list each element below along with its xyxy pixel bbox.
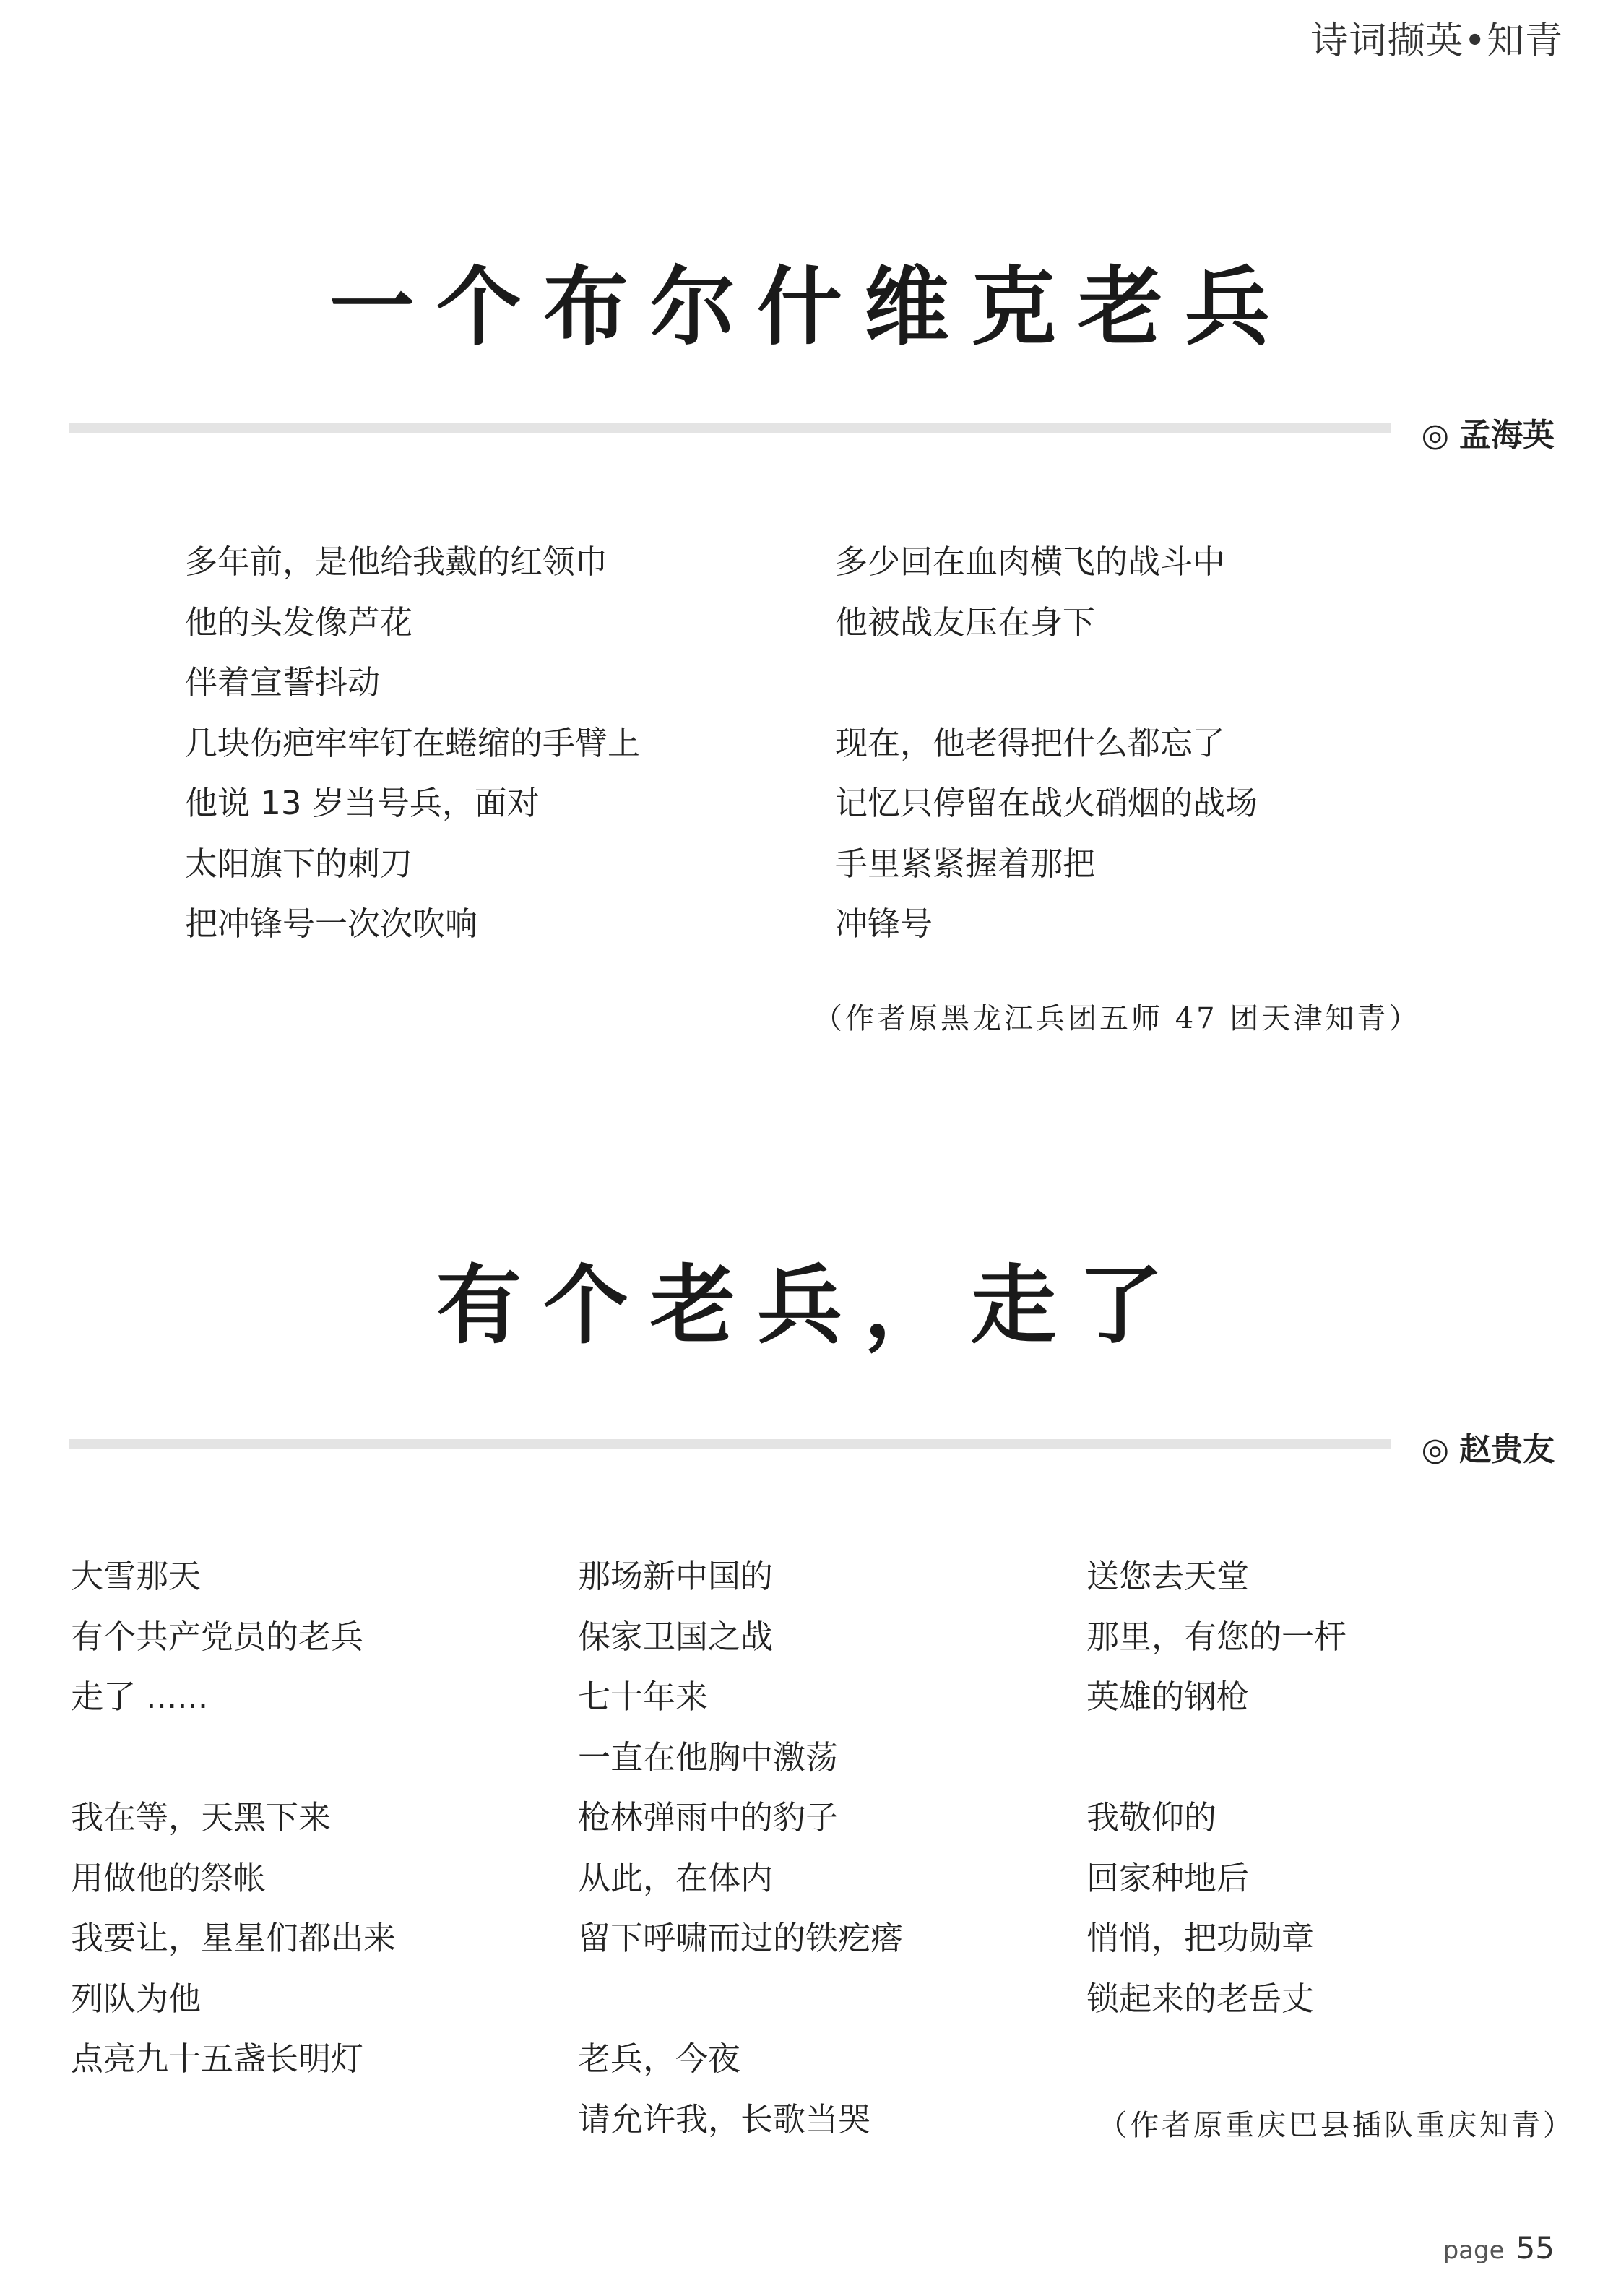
poem-line: 枪林弹雨中的豹子 — [578, 1798, 839, 1837]
poem2-column-3 — [1086, 1546, 1346, 2029]
poem-line: 几块伤疤牢牢钉在蜷缩的手臂上 — [185, 723, 641, 762]
poem-line: 他说 13 岁当号兵，面对 — [185, 784, 540, 822]
poem-line: 我在等，天黑下来 — [71, 1798, 332, 1837]
author-mark-icon: ◎ — [1421, 1431, 1449, 1468]
poem-line: 留下呼啸而过的铁疙瘩 — [578, 1919, 904, 1957]
poem-line: 请允许我，长歌当哭 — [578, 2099, 871, 2139]
poem-line — [1086, 1727, 1346, 1788]
poem-line — [835, 652, 1258, 713]
poem1-column-2 — [835, 532, 1258, 954]
poem2-divider — [69, 1439, 1391, 1449]
poem-line: 他被战友压在身下 — [835, 603, 1096, 642]
poem1-author: 孟海英 — [1459, 417, 1555, 454]
poem-line: 那场新中国的 — [578, 1557, 774, 1595]
poem-line: 多年前，是他给我戴的红领巾 — [185, 543, 608, 581]
poem2-author-line — [1422, 1423, 1555, 1469]
poem2-author: 赵贵友 — [1459, 1431, 1555, 1468]
poem-line: 记忆只停留在战火硝烟的战场 — [835, 784, 1258, 822]
poem-line: 一直在他胸中激荡 — [578, 1738, 839, 1777]
page-number: 55 — [1516, 2230, 1555, 2266]
poem-line: 英雄的钢枪 — [1086, 1678, 1250, 1716]
poem-line: 老兵，今夜 — [578, 2040, 741, 2078]
poem-line: 他的头发像芦花 — [185, 603, 413, 642]
poem-line: 冲锋号 — [835, 905, 933, 943]
poem1-title: 一个布尔什维克老兵 — [329, 257, 1292, 357]
poem-line — [578, 1969, 903, 2029]
poem1-divider — [69, 423, 1391, 433]
poem-line: 回家种地后 — [1086, 1858, 1250, 1897]
author-mark-icon: ◎ — [1421, 417, 1449, 454]
poem1-author-note: （作者原黑龙江兵团五师 47 团天津知青） — [813, 1002, 1421, 1035]
poem-line: 手里紧紧握着那把 — [835, 844, 1096, 883]
poem-line: 悄悄，把功勋章 — [1086, 1919, 1315, 1957]
poem-line: 太阳旗下的刺刀 — [185, 844, 413, 883]
poem-line: 送您去天堂 — [1086, 1557, 1250, 1595]
poem-line: 用做他的祭帐 — [71, 1858, 267, 1897]
poem-line: 走了 ...... — [71, 1678, 209, 1716]
poem-line: 从此，在体内 — [578, 1858, 774, 1897]
poem2-column-1 — [71, 1546, 396, 2089]
poem-line: 我要让，星星们都出来 — [71, 1919, 397, 1957]
page-footer — [1443, 2230, 1555, 2266]
poem-line: 七十年来 — [578, 1678, 709, 1716]
poem-line: 有个共产党员的老兵 — [71, 1617, 364, 1656]
poem-line: 把冲锋号一次次吹响 — [185, 905, 478, 943]
poem1-column-1 — [185, 532, 640, 954]
poem1-author-line — [1422, 409, 1555, 455]
poem-line: 我敬仰的 — [1086, 1798, 1217, 1837]
section-header: 诗词撷英•知青 — [1310, 20, 1563, 63]
poem2-title: 有个老兵，走了 — [436, 1256, 1185, 1355]
poem2-column-2 — [578, 1546, 903, 2149]
poem-line: 多少回在血肉横飞的战斗中 — [835, 543, 1226, 581]
poem-line: 保家卫国之战 — [578, 1617, 774, 1656]
poem-line: 列队为他 — [71, 1979, 202, 2018]
poem-line: 伴着宣誓抖动 — [185, 663, 381, 702]
poem-line: 现在，他老得把什么都忘了 — [835, 723, 1226, 762]
poem-line — [71, 1727, 396, 1788]
page-label: page — [1443, 2236, 1505, 2265]
poem-line: 锁起来的老岳丈 — [1086, 1979, 1315, 2018]
poem-line: 大雪那天 — [71, 1557, 202, 1595]
poem-line: 点亮九十五盏长明灯 — [71, 2040, 364, 2078]
poem2-author-note: （作者原重庆巴县插队重庆知青） — [1098, 2109, 1575, 2142]
poem-line: 那里，有您的一杆 — [1086, 1617, 1347, 1656]
